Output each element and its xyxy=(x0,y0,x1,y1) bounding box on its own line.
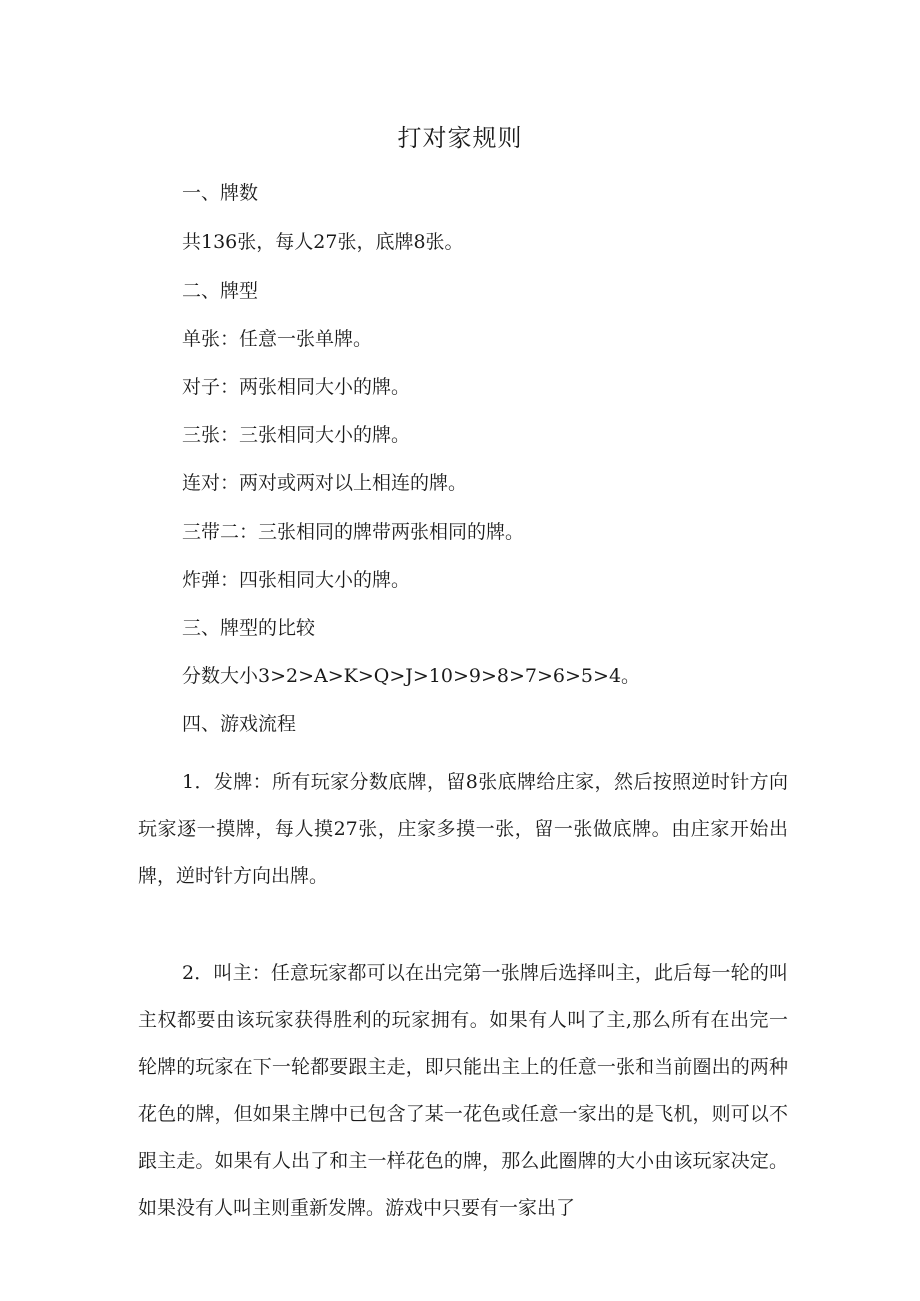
game-flow-trump-paragraph: 2．叫主：任意玩家都可以在出完第一张牌后选择叫主，此后每一轮的叫主权都要由该玩家获得胜利的玩家拥有。如果有人叫了主,那么所有在出完一轮牌的玩家在下一轮都要跟主走，即只能出主上的任意一张和当前圈出的两种花色的牌，但如果主牌中已包含了某一花色或任意一家出的是飞机，则可以不跟主走。如果有人出了和主一样花色的牌，那么此圈牌的大小由该玩家决定。如果没有人叫主则重新发牌。游戏中只要有一家出了 xyxy=(138,962,788,1219)
game-flow-deal-paragraph: 1．发牌：所有玩家分数底牌，留8张底牌给庄家，然后按照逆时针方向玩家逐一摸牌，每人摸27张，庄家多摸一张，留一张做底牌。由庄家开始出牌，逆时针方向出牌。 xyxy=(138,771,788,887)
card-type-single: 单张：任意一张单牌。 xyxy=(182,328,373,350)
section-heading-card-count: 一、牌数 xyxy=(182,182,259,204)
card-type-consecutive-pairs: 连对：两对或两对以上相连的牌。 xyxy=(182,472,468,494)
section-heading-card-types: 二、牌型 xyxy=(182,280,259,302)
card-type-bomb: 炸弹：四张相同大小的牌。 xyxy=(182,569,411,591)
card-type-full-house: 三带二：三张相同的牌带两张相同的牌。 xyxy=(182,521,525,543)
card-ranking-text: 分数大小3>2>A>K>Q>J>10>9>8>7>6>5>4。 xyxy=(182,665,641,687)
document-title: 打对家规则 xyxy=(397,124,523,152)
section-heading-game-flow: 四、游戏流程 xyxy=(182,713,297,735)
card-type-pair: 对子：两张相同大小的牌。 xyxy=(182,376,411,398)
section-heading-comparison: 三、牌型的比较 xyxy=(182,617,316,639)
card-type-triple: 三张：三张相同大小的牌。 xyxy=(182,424,411,446)
card-count-text: 共136张，每人27张，底牌8张。 xyxy=(182,231,464,253)
